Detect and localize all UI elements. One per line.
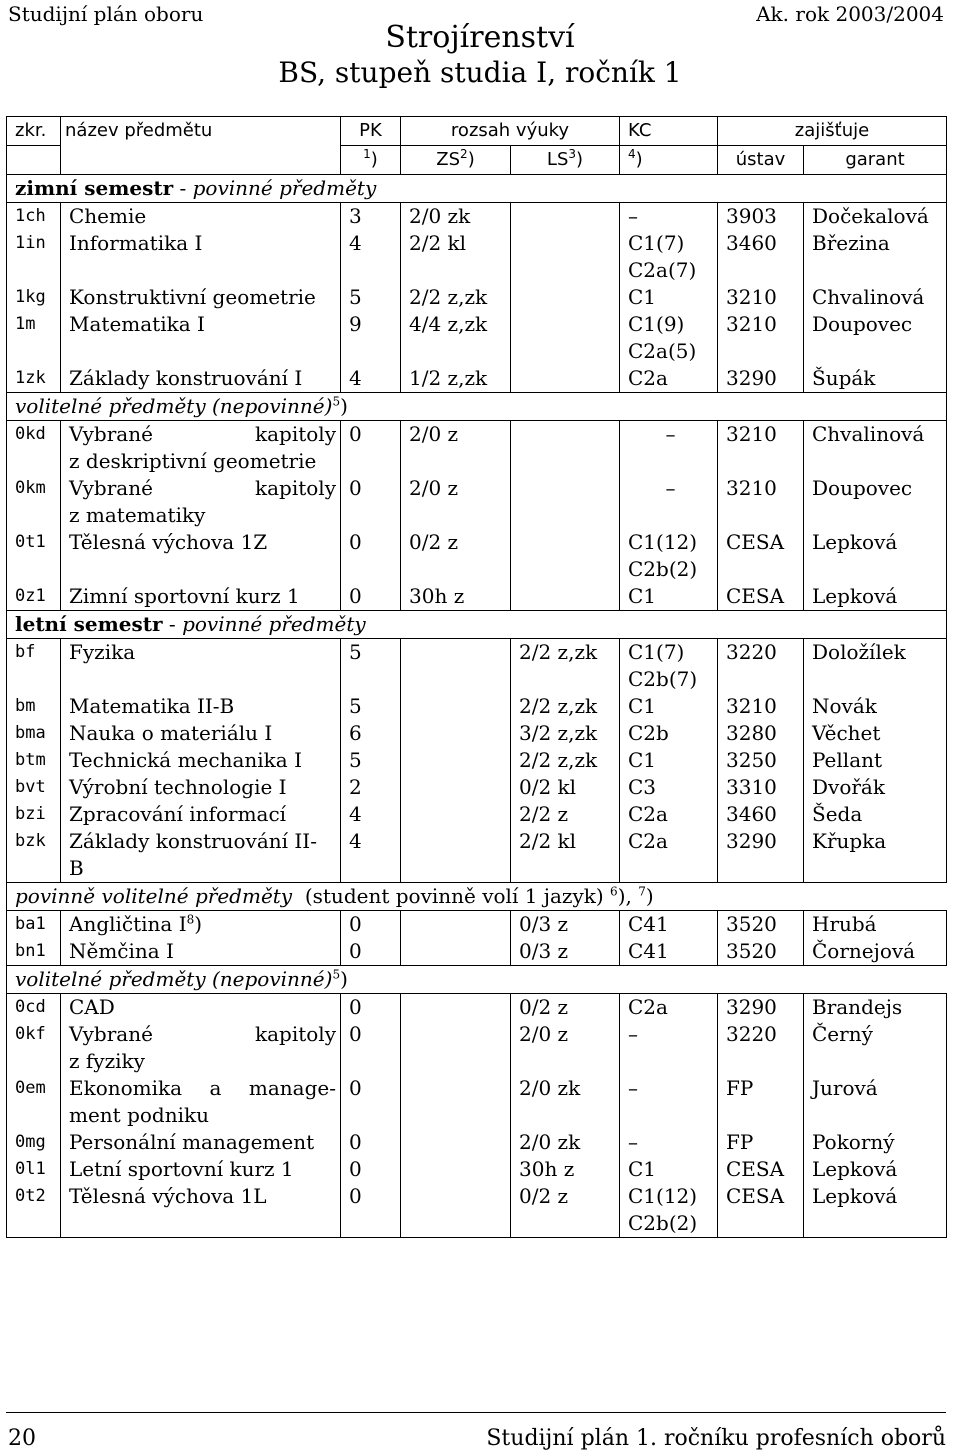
col-header-zajistuje: zajišťuje [718, 117, 947, 146]
table-row: 0z1 Zimní sportovní kurz 1 0 30h z C1 CESA Lepková [7, 583, 947, 611]
table-row: btm Technická mechanika I 5 2/2 z,zk C1 3250 Pellant [7, 747, 947, 774]
table-row: 1in Informatika I 4 2/2 kl C1(7) C2a(7) 3460 Březina [7, 230, 947, 284]
footer-title: Studijní plán 1. ročníku profesních oborů [486, 1426, 946, 1451]
section-zimni-povinne: zimní semestr - povinné předměty [7, 175, 947, 203]
col-header-pk-note: $^1$) [341, 146, 401, 175]
table-row: 0km Vybrané kapitoly z matematiky 0 2/0 z – 3210 Doupovec [7, 475, 947, 529]
table-row: 0l1 Letní sportovní kurz 1 0 30h z C1 CESA Lepková [7, 1156, 947, 1183]
study-plan-table [6, 116, 947, 1238]
col-header-kc: KC [620, 117, 718, 146]
col-header-garant: garant [804, 146, 947, 175]
section-zimni-volitelne: volitelné předměty (nepovinné)$^5$) [7, 393, 947, 421]
table-row: bm Matematika II-B 5 2/2 z,zk C1 3210 Novák [7, 693, 947, 720]
col-header-zs: $ZS^2$) [401, 146, 511, 175]
table-row: bn1 Němčina I 0 0/3 z C41 3520 Čornejová [7, 938, 947, 966]
table-row: bzi Zpracování informací 4 2/2 z C2a 3460 Šeda [7, 801, 947, 828]
table-row: 1kg Konstruktivní geometrie 5 2/2 z,zk C1 3210 Chvalinová [7, 284, 947, 311]
col-header-ustav: ústav [718, 146, 804, 175]
table-row: bf Fyzika 5 2/2 z,zk C1(7) C2b(7) 3220 Doložílek [7, 639, 947, 694]
table-row: 1zk Základy konstruování I 4 1/2 z,zk C2a 3290 Šupák [7, 365, 947, 393]
col-header-nazev: název předmětu [61, 117, 341, 146]
table-row: 0t2 Tělesná výchova 1L 0 0/2 z C1(12) C2b(2) CESA Lepková [7, 1183, 947, 1238]
page-title: Strojírenství [385, 20, 575, 55]
col-header-ls: $LS^3$) [511, 146, 620, 175]
table-row: 1m Matematika I 9 4/4 z,zk C1(9) C2a(5) 3210 Doupovec [7, 311, 947, 365]
table-row: 0kf Vybrané kapitoly z fyziky 0 2/0 z – 3220 Černý [7, 1021, 947, 1075]
table-header-row-2 [7, 146, 947, 175]
col-header-zkr: zkr. [7, 117, 61, 146]
table-row: ba1 Angličtina $I^8$) 0 0/3 z C41 3520 Hrubá [7, 911, 947, 939]
footer-rule [6, 1412, 946, 1413]
table-row: bvt Výrobní technologie I 2 0/2 kl C3 3310 Dvořák [7, 774, 947, 801]
table-row: bma Nauka o materiálu I 6 3/2 z,zk C2b 3280 Věchet [7, 720, 947, 747]
header-academic-year: Ak. rok 2003/2004 [756, 2, 944, 26]
section-povinne-volitelne: povinně volitelné předměty (student povinně volí 1 jazyk) $^6$), $^7$) [7, 883, 947, 911]
table-row: 0em Ekonomika a manage- ment podniku 0 2/0 zk – FP Jurová [7, 1075, 947, 1129]
table-row: 0t1 Tělesná výchova 1Z 0 0/2 z C1(12) C2b(2) CESA Lepková [7, 529, 947, 583]
col-header-pk: PK [341, 117, 401, 146]
table-row: 0cd CAD 0 0/2 z C2a 3290 Brandejs [7, 994, 947, 1022]
table-row: 0kd Vybrané kapitoly z deskriptivní geometrie 0 2/0 z – 3210 Chvalinová [7, 421, 947, 476]
table-header-row-1 [7, 117, 947, 146]
page-subtitle: BS, stupeň studia I, ročník 1 [278, 56, 682, 89]
col-header-kc-note: $^4$) [620, 146, 718, 175]
header-left: Studijní plán oboru [8, 2, 204, 26]
table-row: 1ch Chemie 3 2/0 zk – 3903 Dočekalová [7, 203, 947, 231]
table-row: bzk Základy konstruování II- B 4 2/2 kl C2a 3290 Křupka [7, 828, 947, 883]
page-number: 20 [8, 1426, 36, 1451]
table-row: 0mg Personální management 0 2/0 zk – FP Pokorný [7, 1129, 947, 1156]
page-title-block [0, 20, 960, 90]
section-letni-povinne: letní semestr - povinné předměty [7, 611, 947, 639]
section-letni-volitelne: volitelné předměty (nepovinné)$^5$) [7, 966, 947, 994]
col-header-rozsah: rozsah výuky [401, 117, 620, 146]
